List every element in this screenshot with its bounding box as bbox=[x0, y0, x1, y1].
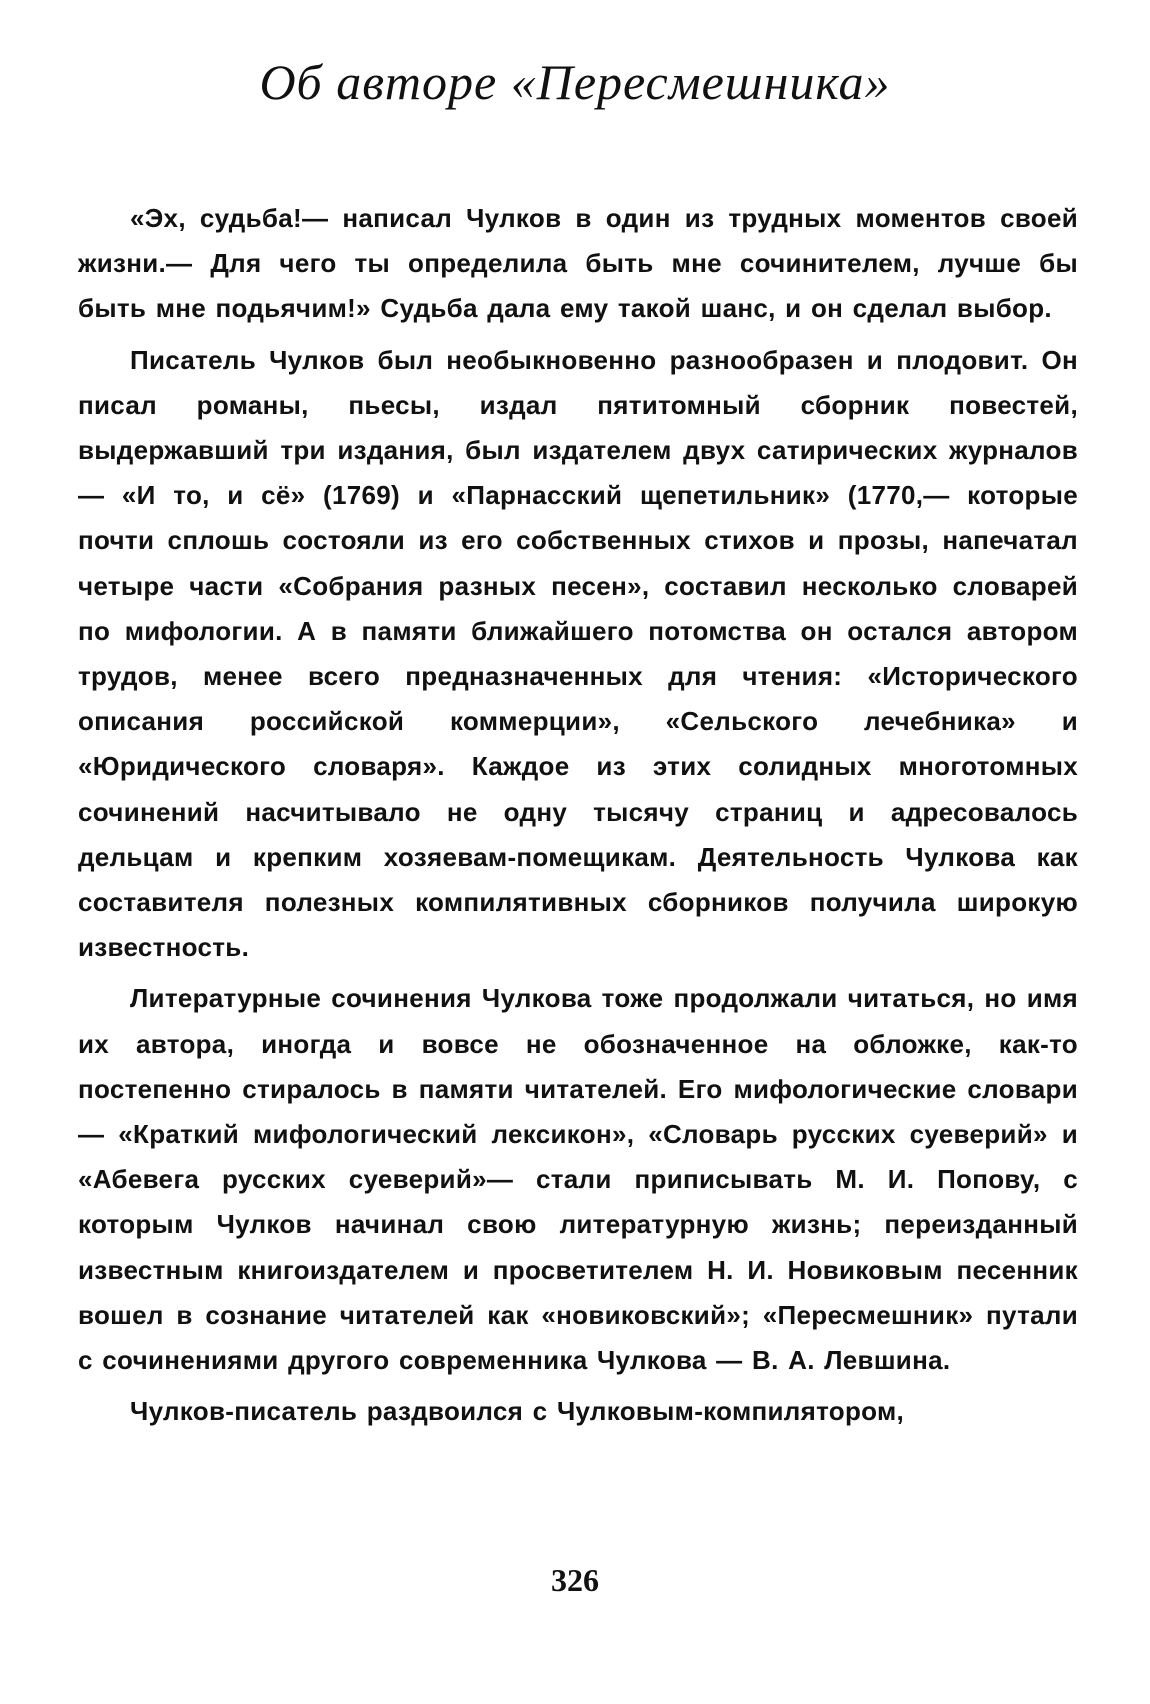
paragraph-1: «Эх, судьба!— написал Чулков в один из трудных моментов своей жизни.— Для чего ты определила быть мне сочинителем, лучше бы быть мне подьячим!» Судьба дала ему такой шанс, и он сделал выбор. bbox=[78, 203, 1078, 324]
chapter-title: Об авторе «Пересмешника» bbox=[259, 54, 891, 110]
body-text bbox=[78, 196, 1078, 1440]
page-number: 326 bbox=[551, 1562, 599, 1598]
paragraph-3: Литературные сочинения Чулкова тоже продолжали читаться, но имя их автора, иногда и вовсе не обозначенное на обложке, как-то постепенно стиралось в памяти читателей. Его мифологические словари — «Краткий мифологический лексикон», «Словарь русских суеверий» и «Абевега русских суеверий»— стали приписывать М. И. Попову, с которым Чулков начинал свою литературную жизнь; переизданный известным книгоиздателем и просветителем Н. И. Новиковым песенник вошел в сознание читателей как «новиковский»; «Пересмешник» путали с сочинениями другого современника Чулкова — В. А. Левшина. bbox=[78, 983, 1078, 1376]
paragraph-4: Чулков-писатель раздвоился с Чулковым-компилятором, bbox=[130, 1396, 905, 1427]
paragraph-2: Писатель Чулков был необыкновенно разнообразен и плодовит. Он писал романы, пьесы, издал пятитомный сборник повестей, выдержавший три издания, был издателем двух сатирических журналов — «И то, и сё» (1769) и «Парнасский щепетильник» (1770,— которые почти сплошь состояли из его собственных стихов и прозы, напечатал четыре части «Собрания разных песен», составил несколько словарей по мифологии. А в памяти ближайшего потомства он остался автором трудов, менее всего предназначенных для чтения: «Исторического описания российской коммерции», «Сельского лечебника» и «Юридического словаря». Каждое из этих солидных многотомных сочинений насчитывало не одну тысячу страниц и адресовалось дельцам и крепким хозяевам-помещикам. Деятельность Чулкова как составителя полезных компилятивных сборников получила широкую известность. bbox=[78, 344, 1078, 963]
